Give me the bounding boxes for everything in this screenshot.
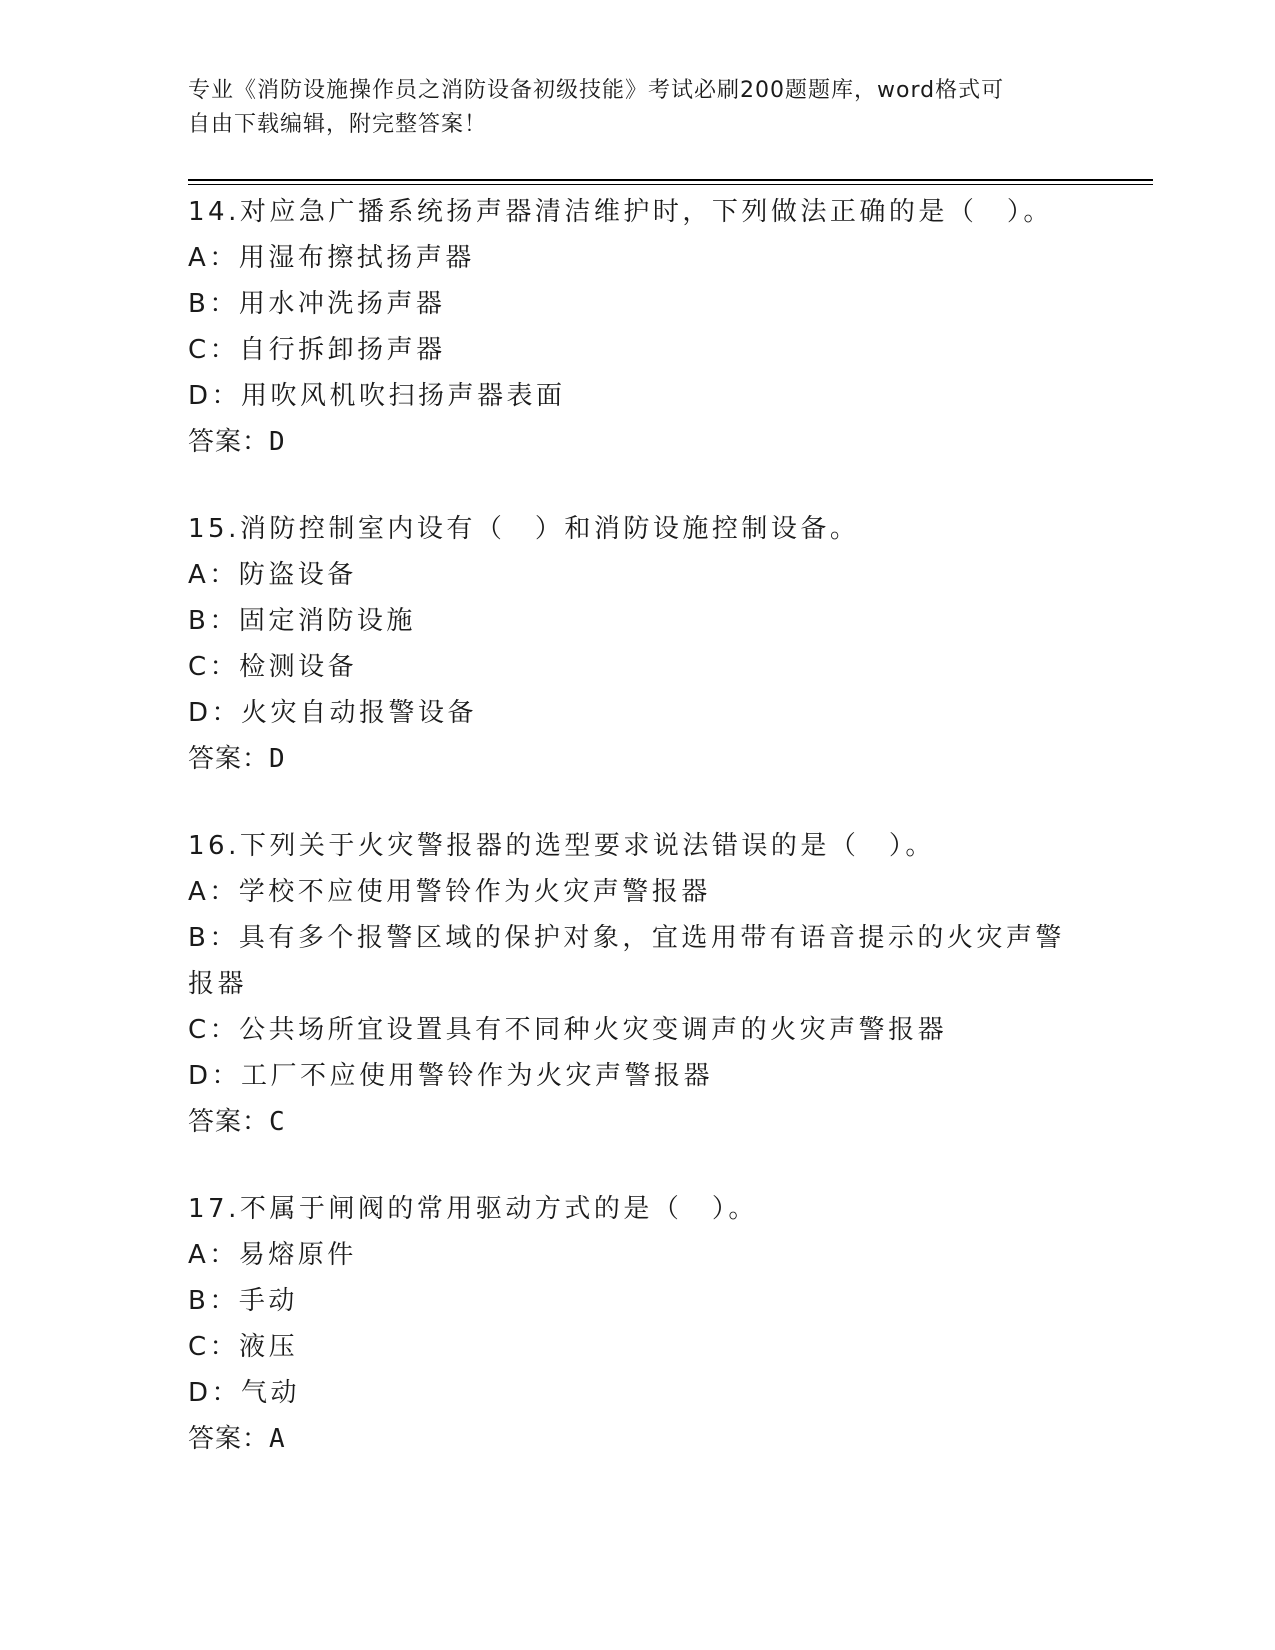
option-a: A：用湿布擦拭扬声器 <box>188 243 475 273</box>
question-16 <box>188 823 1088 1145</box>
option-a: A：易熔原件 <box>188 1240 357 1270</box>
answer-value: A <box>269 1424 286 1454</box>
header-divider-thin <box>188 184 1153 185</box>
option-c: C：公共场所宜设置具有不同种火灾变调声的火灾声警报器 <box>188 1015 948 1045</box>
question-15 <box>188 506 1088 782</box>
option-b: B：具有多个报警区域的保护对象，宜选用带有语音提示的火灾声警报器 <box>188 923 1065 999</box>
question-stem: 15.消防控制室内设有（ ）和消防设施控制设备。 <box>188 514 860 544</box>
option-b: B：固定消防设施 <box>188 606 416 636</box>
option-c: C：检测设备 <box>188 652 358 682</box>
question-list <box>188 189 1088 1503</box>
option-d: D：气动 <box>188 1378 301 1408</box>
option-a: A：防盗设备 <box>188 560 357 590</box>
answer-value: D <box>269 744 286 774</box>
answer-line <box>188 1099 1088 1145</box>
header-line-2: 自由下载编辑，附完整答案！ <box>188 112 488 137</box>
answer-line <box>188 419 1088 465</box>
option-b: B：用水冲洗扬声器 <box>188 289 446 319</box>
question-17 <box>188 1186 1088 1462</box>
header-divider-thick <box>188 179 1153 181</box>
answer-label: 答案： <box>188 427 270 457</box>
option-d: D：火灾自动报警设备 <box>188 698 478 728</box>
answer-label: 答案： <box>188 1424 270 1454</box>
answer-value: C <box>269 1107 286 1137</box>
question-stem: 17.不属于闸阀的常用驱动方式的是（ ）。 <box>188 1194 758 1224</box>
question-stem: 16.下列关于火灾警报器的选型要求说法错误的是（ ）。 <box>188 831 935 861</box>
answer-line <box>188 1416 1088 1462</box>
option-d: D：工厂不应使用警铃作为火灾声警报器 <box>188 1061 714 1091</box>
option-c: C：液压 <box>188 1332 299 1362</box>
option-d: D：用吹风机吹扫扬声器表面 <box>188 381 566 411</box>
option-b: B：手动 <box>188 1286 298 1316</box>
header-line-1: 专业《消防设施操作员之消防设备初级技能》考试必刷200题题库，word格式可 <box>188 78 1005 103</box>
answer-line <box>188 736 1088 782</box>
document-header <box>188 74 1088 142</box>
question-14 <box>188 189 1088 465</box>
option-a: A：学校不应使用警铃作为火灾声警报器 <box>188 877 711 907</box>
question-stem: 14.对应急广播系统扬声器清洁维护时，下列做法正确的是（ ）。 <box>188 197 1053 227</box>
option-c: C：自行拆卸扬声器 <box>188 335 446 365</box>
answer-label: 答案： <box>188 1107 270 1137</box>
answer-label: 答案： <box>188 744 270 774</box>
answer-value: D <box>269 427 286 457</box>
